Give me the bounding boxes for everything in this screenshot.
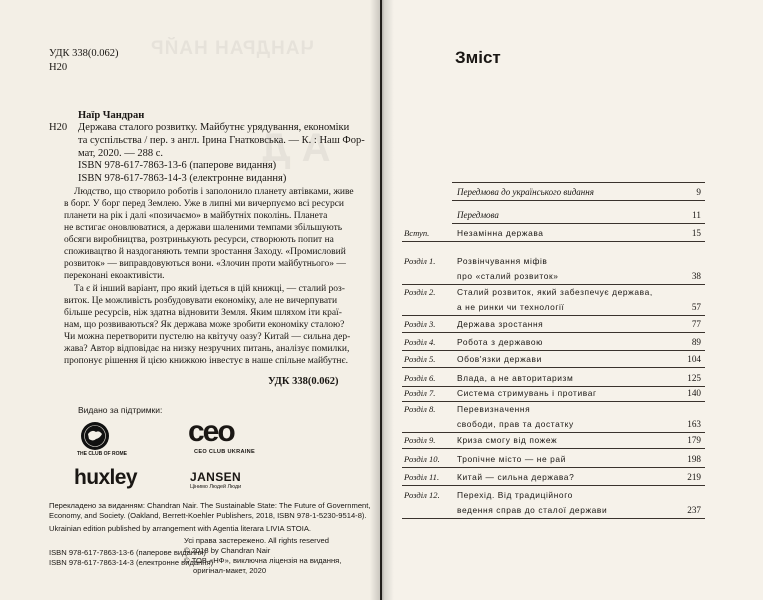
ceo-club-name: CEO CLUB UKRAINE: [194, 449, 256, 455]
toc-separator: [452, 223, 705, 224]
abstract-line: планети на рік і далі «позичаємо» в майбутніх поколінь. Планета: [64, 211, 328, 221]
rights-line: © ТОВ «НФ», виключна ліцензія на видання,: [184, 556, 342, 565]
bib-line: Держава сталого розвитку. Майбутнє урядування, економіки: [78, 122, 350, 133]
toc-page-number: 9: [696, 187, 701, 197]
toc-entry-title: свободи, прав та достатку: [457, 419, 574, 429]
support-label: Видано за підтримки:: [78, 405, 163, 415]
toc-separator: [402, 315, 705, 316]
toc-entry-label: Розділ 10.: [404, 454, 440, 464]
translation-note-line: Перекладено за виданням: Chandran Nair. The Sustainable State: The Future of Government,: [49, 501, 371, 510]
toc-separator: [402, 401, 705, 402]
toc-entry-title: Держава зростання: [457, 319, 544, 329]
abstract-line: пропонує рішення й цією книжкою інвестує в наше спільне майбутнє.: [64, 356, 348, 366]
toc-entry-title: Незамінна держава: [457, 228, 544, 238]
abstract-line: нам, що розвиваються? Як держава може зробити економіку сталою?: [64, 320, 345, 330]
toc-entry-title: Криза смогу від пожеж: [457, 435, 558, 445]
isbn-line: ISBN 978-617-7863-14-3 (електронне видання): [49, 558, 214, 567]
toc-page-number: 179: [687, 435, 701, 445]
toc-entry-label: Розділ 9.: [404, 435, 436, 445]
bbk-code-side: Н20: [49, 122, 68, 133]
toc-page-number: 237: [687, 505, 701, 515]
abstract-line: Людство, що створило роботів і заполонило планету автівками, живе: [74, 187, 354, 197]
toc-entry-title: Розвінчування міфів: [457, 256, 548, 266]
toc-entry-label: Розділ 11.: [404, 472, 440, 482]
toc-entry-label: Розділ 5.: [404, 354, 436, 364]
toc-separator: [402, 350, 705, 351]
toc-entry-label: Розділ 2.: [404, 287, 436, 297]
contents-title: Зміст: [455, 48, 501, 67]
isbn-line: ISBN 978-617-7863-13-6 (паперове видання): [49, 548, 206, 557]
abstract-line: не встигає оновлюватися, а держави шаленими темпами збільшують: [64, 223, 343, 233]
bbk-code-top: Н20: [49, 62, 68, 73]
toc-page-number: 104: [687, 354, 701, 364]
toc-separator: [402, 485, 705, 486]
jansen-logo: JANSEN: [190, 470, 242, 484]
toc-entry-title: про «сталий розвиток»: [457, 271, 559, 281]
toc-separator: [452, 200, 705, 201]
toc-entry-label: Розділ 1.: [404, 256, 436, 266]
toc-entry-label: Розділ 7.: [404, 388, 436, 398]
jansen-tagline: Цінимо Людей Люди: [190, 484, 242, 490]
bib-line: мат, 2020. — 288 с.: [78, 148, 164, 159]
toc-entry-title: Обов'язки держави: [457, 354, 542, 364]
toc-entry-label: Розділ 3.: [404, 319, 436, 329]
imprint-page: [0, 0, 380, 600]
bleed-through-mark: А Д: [262, 126, 331, 170]
abstract-line: в борг. У борг перед Землею. Уже в липні ми вичерпуємо всі ресурси: [64, 199, 344, 209]
abstract-line: виток. Це можливість розбудовувати економіку, але не вичерпувати: [64, 296, 338, 306]
toc-page-number: 125: [687, 373, 701, 383]
abstract-line: Чи можна перетворити пустелю на квітучу оазу? Китай — сильна дер-: [64, 332, 351, 342]
edition-note: Ukrainian edition published by arrangement with Agentia literara LIVIA STOIA.: [49, 524, 311, 533]
toc-entry-title: Передмова до українського видання: [457, 187, 594, 197]
toc-separator: [402, 332, 705, 333]
bib-line: ISBN 978-617-7863-13-6 (паперове видання): [78, 160, 277, 171]
toc-entry-title: Китай — сильна держава?: [457, 472, 575, 482]
abstract-line: більше ресурсів, ніж здатна відновити Земля. Яким шляхом іти краї-: [64, 308, 342, 318]
udc-code-top: УДК 338(0.062): [49, 48, 119, 59]
toc-entry-title: а не ринки чи технології: [457, 302, 565, 312]
toc-entry-title: Перевизначення: [457, 404, 531, 414]
toc-page-number: 219: [687, 472, 701, 482]
abstract-line: переконані екоактивісти.: [64, 271, 165, 281]
toc-page-number: 38: [691, 271, 701, 281]
toc-page-number: 89: [691, 337, 701, 347]
abstract-line: Та є й інший варіант, про який ідеться в цій книжці, — сталий роз-: [74, 284, 345, 294]
bib-line: ISBN 978-617-7863-14-3 (електронне видання): [78, 173, 287, 184]
toc-page-number: 15: [691, 228, 701, 238]
club-of-rome-logo: [80, 421, 110, 451]
toc-entry-title: Тропічне місто — не рай: [457, 454, 566, 464]
toc-entry-title: Влада, а не авторитаризм: [457, 373, 574, 383]
toc-entry-title: Система стримувань і противаг: [457, 388, 597, 398]
toc-separator: [402, 284, 705, 285]
rights-line: Усі права застережено. All rights reserved: [184, 536, 329, 545]
toc-entry-label: Розділ 4.: [404, 337, 436, 347]
udc-code-bottom: УДК 338(0.062): [268, 376, 339, 387]
translation-note-line: Economy, and Society. (Oakland, Berrett-Koehler Publishers, 2018, ISBN 978-1-5230-9514-8).: [49, 511, 367, 520]
toc-separator: [452, 182, 705, 183]
toc-page-number: 57: [691, 302, 701, 312]
toc-separator: [402, 432, 705, 433]
toc-entry-label: Розділ 8.: [404, 404, 436, 414]
huxley-logo: huxley: [74, 466, 137, 489]
toc-separator: [402, 467, 705, 468]
toc-page-number: 198: [687, 454, 701, 464]
toc-entry-title: Передмова: [457, 210, 499, 220]
rights-line: оригінал-макет, 2020: [193, 566, 267, 575]
abstract-line: жава? Автор відповідає на низку незручних питань, аналізує помилки,: [64, 344, 350, 354]
toc-page-number: 77: [691, 319, 701, 329]
toc-page-number: 11: [692, 210, 701, 220]
author-name: Наїр Чандран: [78, 110, 145, 121]
toc-page-number: 140: [687, 388, 701, 398]
toc-separator: [402, 448, 705, 449]
contents-page: [382, 0, 763, 600]
toc-entry-title: ведення справ до сталої держави: [457, 505, 608, 515]
toc-entry-label: Вступ.: [404, 228, 430, 238]
abstract-line: обсяги виробництва, розтринькують ресурси, створюють попит на: [64, 235, 334, 245]
toc-entry-label: Розділ 12.: [404, 490, 440, 500]
rights-line: © 2018 by Chandran Nair: [184, 546, 271, 555]
toc-separator: [402, 367, 705, 368]
toc-entry-label: Розділ 6.: [404, 373, 436, 383]
toc-separator: [402, 386, 705, 387]
toc-entry-title: Сталий розвиток, який забезпечує держава,: [457, 287, 653, 297]
toc-entry-title: Робота з державою: [457, 337, 543, 347]
toc-page-number: 163: [687, 419, 701, 429]
club-of-rome-name: THE CLUB OF ROME: [77, 451, 127, 457]
bib-line: та суспільства / пер. з англ. Ірина Гнатковська. — К. : Наш Фор-: [78, 135, 365, 146]
abstract-line: споживацтво й наздоганяють темпи зростання Заходу. «Промисловий: [64, 247, 346, 257]
ceo-club-logo-mark: ceo: [188, 415, 234, 448]
toc-separator: [402, 241, 705, 242]
toc-entry-title: Перехід. Від традиційного: [457, 490, 573, 500]
abstract-line: розвиток» — виправдовуються вони. «Злочин проти майбутнього» —: [64, 259, 346, 269]
toc-separator: [402, 518, 705, 519]
bleed-through-text: ЧАНДРАН НАЙР: [150, 38, 314, 59]
